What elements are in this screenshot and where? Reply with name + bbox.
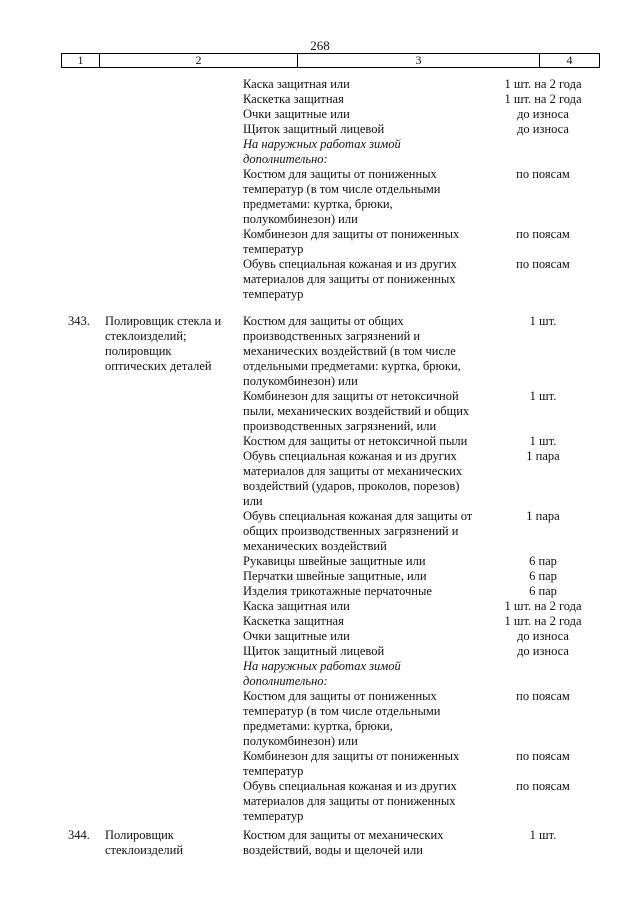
- profession-line: Полировщик: [105, 828, 174, 842]
- ppe-quantity: 6 пар: [529, 569, 557, 583]
- ppe-name-line: Костюм для защиты от общих: [243, 314, 404, 328]
- ppe-name-line: Комбинезон для защиты от нетоксичной: [243, 389, 459, 403]
- ppe-item: [243, 749, 583, 779]
- row-number: 343.: [68, 314, 90, 328]
- ppe-name-line: Комбинезон для защиты от пониженных: [243, 227, 460, 241]
- ppe-name-line: Костюм для защиты от механических: [243, 828, 444, 842]
- ppe-name: [243, 122, 488, 137]
- ppe-quantity: до износа: [517, 629, 569, 643]
- ppe-item: [243, 257, 583, 302]
- ppe-name-line: Комбинезон для защиты от пониженных: [243, 749, 460, 763]
- ppe-item: [243, 77, 583, 92]
- ppe-name-line: Обувь специальная кожаная и из других: [243, 257, 457, 271]
- ppe-item: [243, 689, 583, 749]
- section-note: [243, 659, 583, 689]
- ppe-list: [243, 77, 583, 302]
- page-number: 268: [310, 38, 330, 53]
- ppe-name: [243, 614, 488, 629]
- ppe-name: [243, 389, 488, 434]
- ppe-name-line: механических воздействий: [243, 539, 387, 553]
- ppe-name: [243, 257, 488, 302]
- ppe-item: [243, 167, 583, 227]
- profession-line: оптических деталей: [105, 359, 212, 373]
- ppe-name-line: Костюм для защиты от нетоксичной пыли: [243, 434, 468, 448]
- ppe-item: [243, 314, 583, 389]
- ppe-name-line: отдельными предметами: куртка, брюки,: [243, 359, 461, 373]
- ppe-name: [243, 92, 488, 107]
- ppe-quantity: до износа: [517, 644, 569, 658]
- ppe-name: [243, 644, 488, 659]
- ppe-name: [243, 167, 488, 227]
- header-col-2: 2: [100, 54, 298, 67]
- profession-line: стеклоизделий;: [105, 329, 187, 343]
- table-header: [61, 53, 600, 68]
- ppe-quantity: по поясам: [516, 227, 570, 241]
- ppe-name: [243, 629, 488, 644]
- ppe-item: [243, 509, 583, 554]
- ppe-name-line: Костюм для защиты от пониженных: [243, 689, 437, 703]
- header-col-1: 1: [62, 54, 100, 67]
- ppe-name: [243, 554, 488, 569]
- ppe-quantity: 1 шт.: [529, 389, 557, 403]
- ppe-name-line: температур (в том числе отдельными: [243, 704, 441, 718]
- ppe-name-line: дополнительно:: [243, 674, 328, 688]
- ppe-item: [243, 107, 583, 122]
- ppe-name: [243, 137, 488, 167]
- profession-line: стеклоизделий: [105, 843, 184, 857]
- ppe-item: [243, 554, 583, 569]
- ppe-name-line: температур: [243, 242, 304, 256]
- ppe-quantity: 1 шт. на 2 года: [504, 77, 582, 91]
- ppe-item: [243, 584, 583, 599]
- ppe-item: [243, 569, 583, 584]
- ppe-quantity: до износа: [517, 122, 569, 136]
- ppe-name-line: механических воздействий (в том числе: [243, 344, 456, 358]
- ppe-name-line: предметами: куртка, брюки,: [243, 197, 393, 211]
- ppe-item: [243, 434, 583, 449]
- ppe-quantity: 1 пара: [526, 449, 560, 463]
- ppe-name: [243, 779, 488, 824]
- ppe-quantity: 1 шт. на 2 года: [504, 614, 582, 628]
- ppe-item: [243, 828, 583, 858]
- ppe-name: [243, 569, 488, 584]
- section-note: [243, 137, 583, 167]
- header-col-3: 3: [298, 54, 540, 67]
- ppe-item: [243, 644, 583, 659]
- ppe-name-line: полукомбинезон) или: [243, 212, 358, 226]
- ppe-quantity: 1 пара: [526, 509, 560, 523]
- ppe-quantity: 6 пар: [529, 584, 557, 598]
- profession-line: полировщик: [105, 344, 172, 358]
- ppe-quantity: 1 шт.: [529, 828, 557, 842]
- ppe-item: [243, 614, 583, 629]
- ppe-name-line: Обувь специальная кожаная для защиты от: [243, 509, 473, 523]
- ppe-quantity: 1 шт. на 2 года: [504, 92, 582, 106]
- ppe-item: [243, 227, 583, 257]
- ppe-quantity: по поясам: [516, 749, 570, 763]
- ppe-quantity: 6 пар: [529, 554, 557, 568]
- ppe-name-line: На наружных работах зимой: [243, 137, 401, 151]
- ppe-name-line: производственных загрязнений, или: [243, 419, 437, 433]
- ppe-item: [243, 629, 583, 644]
- ppe-name-line: дополнительно:: [243, 152, 328, 166]
- ppe-item: [243, 449, 583, 509]
- ppe-name-line: Костюм для защиты от пониженных: [243, 167, 437, 181]
- ppe-name: [243, 314, 488, 389]
- ppe-item: [243, 599, 583, 614]
- ppe-quantity: по поясам: [516, 257, 570, 271]
- ppe-name-line: температур: [243, 287, 304, 301]
- ppe-name-line: Изделия трикотажные перчаточные: [243, 584, 432, 598]
- ppe-quantity: до износа: [517, 107, 569, 121]
- ppe-list: [243, 828, 583, 858]
- ppe-name-line: Щиток защитный лицевой: [243, 644, 385, 658]
- ppe-quantity: 1 шт.: [529, 314, 557, 328]
- ppe-name: [243, 689, 488, 749]
- ppe-name-line: материалов для защиты от механических: [243, 464, 463, 478]
- ppe-name: [243, 107, 488, 122]
- ppe-item: [243, 779, 583, 824]
- ppe-quantity: 1 шт. на 2 года: [504, 599, 582, 613]
- ppe-name: [243, 659, 488, 689]
- ppe-name-line: производственных загрязнений и: [243, 329, 421, 343]
- ppe-quantity: по поясам: [516, 779, 570, 793]
- ppe-name-line: воздействий (ударов, проколов, порезов): [243, 479, 460, 493]
- ppe-name-line: пыли, механических воздействий и общих: [243, 404, 470, 418]
- ppe-name: [243, 227, 488, 257]
- ppe-name: [243, 749, 488, 779]
- ppe-name-line: Каскетка защитная: [243, 92, 344, 106]
- ppe-item: [243, 389, 583, 434]
- ppe-name-line: Перчатки швейные защитные, или: [243, 569, 427, 583]
- ppe-name-line: общих производственных загрязнений и: [243, 524, 459, 538]
- ppe-name-line: температур (в том числе отдельными: [243, 182, 441, 196]
- ppe-name-line: Щиток защитный лицевой: [243, 122, 385, 136]
- ppe-name: [243, 449, 488, 509]
- ppe-name-line: предметами: куртка, брюки,: [243, 719, 393, 733]
- ppe-item: [243, 92, 583, 107]
- ppe-name-line: полукомбинезон) или: [243, 734, 358, 748]
- ppe-name: [243, 434, 488, 449]
- ppe-name-line: На наружных работах зимой: [243, 659, 401, 673]
- ppe-quantity: по поясам: [516, 689, 570, 703]
- ppe-name: [243, 599, 488, 614]
- ppe-name-line: материалов для защиты от пониженных: [243, 794, 456, 808]
- ppe-name: [243, 509, 488, 554]
- ppe-name-line: полукомбинезон) или: [243, 374, 358, 388]
- ppe-name-line: температур: [243, 764, 304, 778]
- ppe-name-line: Рукавицы швейные защитные или: [243, 554, 426, 568]
- ppe-name-line: Обувь специальная кожаная и из других: [243, 449, 457, 463]
- ppe-list: [243, 314, 583, 824]
- row-number: 344.: [68, 828, 90, 842]
- ppe-name-line: воздействий, воды и щелочей или: [243, 843, 423, 857]
- ppe-name-line: материалов для защиты от пониженных: [243, 272, 456, 286]
- ppe-name-line: Очки защитные или: [243, 629, 350, 643]
- ppe-name-line: Очки защитные или: [243, 107, 350, 121]
- header-col-4: 4: [566, 53, 573, 67]
- ppe-name-line: Каска защитная или: [243, 77, 350, 91]
- ppe-name-line: Каска защитная или: [243, 599, 350, 613]
- ppe-name-line: Обувь специальная кожаная и из других: [243, 779, 457, 793]
- ppe-name: [243, 77, 488, 92]
- ppe-name: [243, 828, 488, 858]
- ppe-name-line: или: [243, 494, 263, 508]
- profession-name: [105, 828, 235, 858]
- ppe-name-line: температур: [243, 809, 304, 823]
- ppe-quantity: 1 шт.: [529, 434, 557, 448]
- profession-name: [105, 314, 235, 374]
- ppe-name-line: Каскетка защитная: [243, 614, 344, 628]
- ppe-quantity: по поясам: [516, 167, 570, 181]
- ppe-name: [243, 584, 488, 599]
- profession-line: Полировщик стекла и: [105, 314, 222, 328]
- ppe-item: [243, 122, 583, 137]
